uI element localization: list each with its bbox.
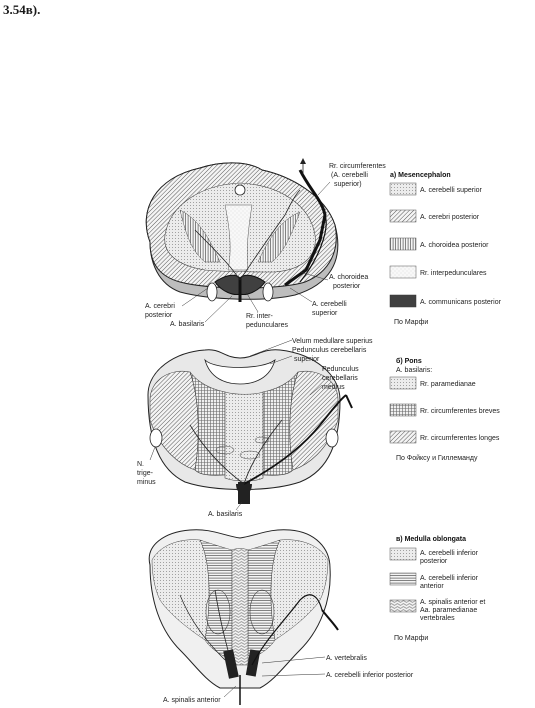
callout-ped-sup-2: superior bbox=[294, 356, 320, 363]
callout-ped-med-3: medius bbox=[322, 384, 345, 391]
pons-legend bbox=[390, 357, 500, 462]
legend-label-paramedianae: Rr. paramedianae bbox=[420, 381, 476, 388]
callout-basilaris-mes: A. basilaris bbox=[170, 321, 205, 328]
callout-rr-interpedunculares-1: Rr. inter- bbox=[246, 313, 273, 320]
mesencephalon-drawing bbox=[146, 158, 338, 302]
legend-label-cerebelli-inf-ant-1: A. cerebelli inferior bbox=[420, 575, 478, 582]
callout-cerebelli-superior-1: A. cerebelli bbox=[312, 301, 347, 308]
legend-label-cerebelli-inf-post-1: A. cerebelli inferior bbox=[420, 550, 478, 557]
legend-label-cerebelli-inf-ant-2: anterior bbox=[420, 583, 444, 590]
legend-label-circ-longes: Rr. circumferentes longes bbox=[420, 435, 500, 442]
legend-swatch-spinalis-paramedianae bbox=[390, 600, 416, 612]
callout-ped-med-1: Pedunculus bbox=[322, 366, 359, 373]
legend-swatch-choroidea-posterior bbox=[390, 238, 416, 250]
callout-cerebelli-inf-post: A. cerebelli inferior posterior bbox=[326, 672, 414, 679]
legend-swatch-paramedianae bbox=[390, 377, 416, 389]
callout-choroidea-1: A. choroidea bbox=[329, 274, 369, 281]
callout-velum: Velum medullare superius bbox=[292, 338, 373, 345]
pons-subheader: A. basilaris: bbox=[396, 367, 433, 374]
legend-label-spinalis-3: vertebrales bbox=[420, 615, 455, 622]
callout-rr-circumferentes-2: (A. cerebelli bbox=[331, 172, 368, 179]
legend-label-communicans-posterior: A. communicans posterior bbox=[420, 299, 501, 306]
legend-swatch-interpedunculares bbox=[390, 266, 416, 278]
medulla-header: в) Medulla oblongata bbox=[396, 536, 467, 543]
legend-label-cerebelli-superior: A. cerebelli superior bbox=[420, 187, 482, 194]
callout-rr-interpedunculares-2: pedunculares bbox=[246, 322, 289, 329]
legend-swatch-cerebelli-inf-ant bbox=[390, 573, 416, 585]
mesencephalon-source: По Марфи bbox=[394, 319, 429, 326]
legend-label-choroidea-posterior: A. choroidea posterior bbox=[420, 242, 489, 249]
legend-label-cerebelli-inf-post-2: posterior bbox=[420, 558, 448, 565]
mesencephalon-legend bbox=[390, 172, 502, 326]
legend-swatch-cerebelli-superior bbox=[390, 183, 416, 195]
legend-swatch-cerebri-posterior bbox=[390, 210, 416, 222]
callout-cerebri-posterior-1: A. cerebri bbox=[145, 303, 175, 310]
mesencephalon-header: а) Mesencephalon bbox=[390, 172, 451, 179]
legend-swatch-circ-longes bbox=[390, 431, 416, 443]
legend-label-cerebri-posterior: A. cerebri posterior bbox=[420, 214, 480, 221]
medulla-legend bbox=[390, 536, 485, 642]
callout-ped-med-2: cerebellaris bbox=[322, 375, 358, 382]
callout-rr-circumferentes-1: Rr. circumferentes bbox=[329, 163, 386, 170]
callout-vertebralis: A. vertebralis bbox=[326, 655, 367, 662]
legend-label-circ-breves: Rr. circumferentes breves bbox=[420, 408, 500, 415]
legend-swatch-circ-breves bbox=[390, 404, 416, 416]
callout-choroidea-2: posterior bbox=[333, 283, 361, 290]
callout-cerebelli-superior-2: superior bbox=[312, 310, 338, 317]
callout-basilaris-pons: A. basilaris bbox=[208, 511, 243, 518]
figure-caption: 3.54в). bbox=[3, 2, 41, 17]
callout-cerebri-posterior-2: posterior bbox=[145, 312, 173, 319]
pons-header: б) Pons bbox=[396, 358, 422, 365]
medulla-drawing bbox=[149, 530, 338, 705]
medulla-source: По Марфи bbox=[394, 635, 429, 642]
legend-swatch-communicans-posterior bbox=[390, 295, 416, 307]
legend-swatch-cerebelli-inf-post bbox=[390, 548, 416, 560]
callout-trigeminus-1: N. bbox=[137, 461, 144, 468]
callout-trigeminus-2: trige- bbox=[137, 470, 153, 477]
legend-label-spinalis-1: A. spinalis anterior et bbox=[420, 599, 486, 606]
callout-rr-circumferentes-3: superior) bbox=[334, 181, 362, 188]
legend-label-interpedunculares: Rr. interpedunculares bbox=[420, 270, 487, 277]
legend-label-spinalis-2: Aa. paramedianae bbox=[420, 607, 478, 614]
callout-trigeminus-3: minus bbox=[137, 479, 156, 486]
callout-ped-sup-1: Pedunculus cerebellaris bbox=[292, 347, 367, 354]
pons-source: По Фойксу и Гиллеманду bbox=[396, 455, 478, 462]
callout-spinalis-anterior: A. spinalis anterior bbox=[163, 697, 221, 704]
